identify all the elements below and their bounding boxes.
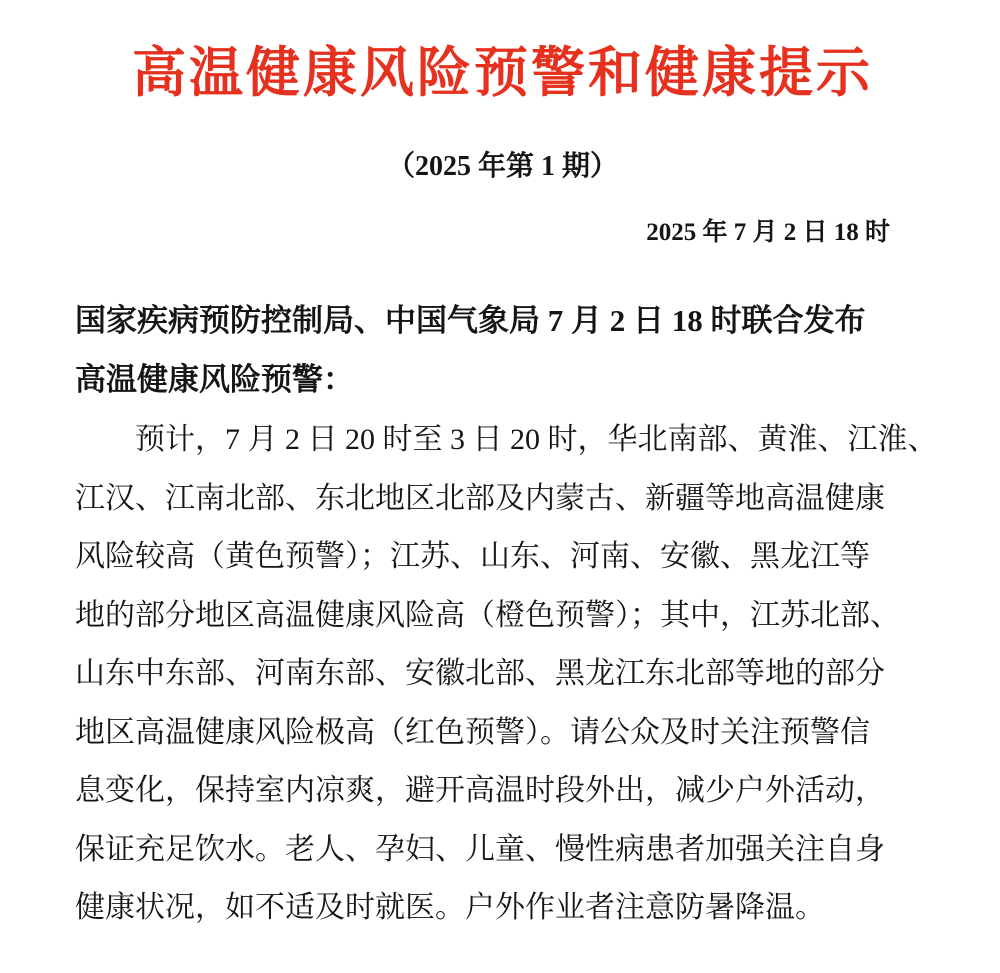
body-line: 地区高温健康风险极高（红色预警）。请公众及时关注预警信 [75, 715, 870, 749]
heading-line: 高温健康风险预警： [75, 362, 354, 397]
announcement-heading [75, 291, 930, 409]
body-line: 息变化，保持室内凉爽，避开高温时段外出，减少户外活动， [75, 774, 885, 807]
release-datetime: 2025 年 7 月 2 日 18 时 [646, 219, 890, 246]
body-line: 健康状况，如不适及时就医。户外作业者注意防暑降温。 [75, 891, 825, 924]
body-line: 地的部分地区高温健康风险高（橙色预警）；其中，江苏北部、 [75, 598, 900, 632]
document-title: 高温健康风险预警和健康提示 [132, 43, 873, 103]
body-line: 风险较高（黄色预警）；江苏、山东、河南、安徽、黑龙江等 [75, 540, 870, 573]
heading-line: 国家疾病预防控制局、中国气象局 7 月 2 日 18 时联合发布 [75, 303, 866, 338]
body-line: 保证充足饮水。老人、孕妇、儿童、慢性病患者加强关注自身 [75, 832, 885, 866]
body-line: 山东中东部、河南东部、安徽北部、黑龙江东北部等地的部分 [75, 657, 885, 690]
issue-number: （2025 年第 1 期） [386, 151, 618, 182]
body-line: 江汉、江南北部、东北地区北部及内蒙古、新疆等地高温健康 [75, 481, 885, 515]
body-line: 预计，7 月 2 日 20 时至 3 日 20 时，华北南部、黄淮、江淮、 [135, 423, 938, 456]
warning-body-paragraph [75, 411, 938, 938]
